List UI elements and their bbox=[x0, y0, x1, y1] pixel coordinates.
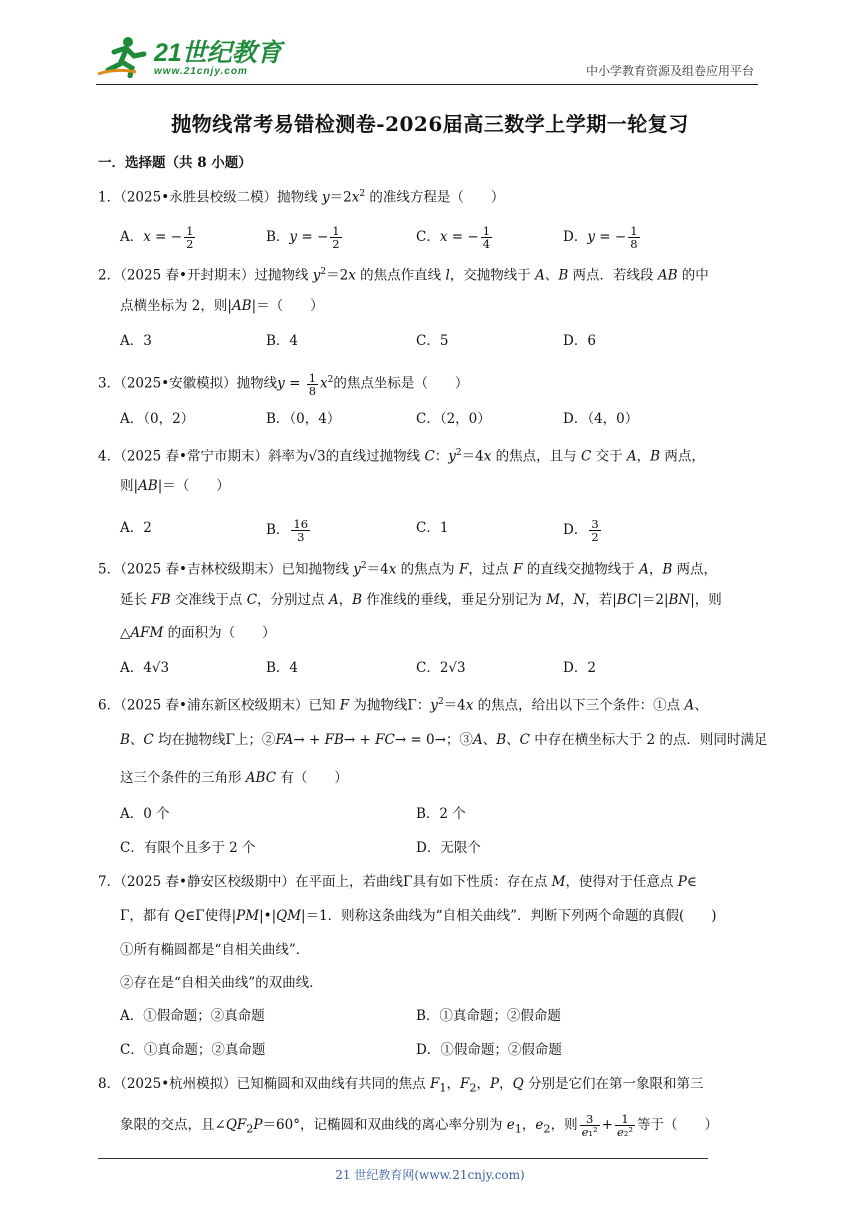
question-7-cont: Γ，都有 Q∈Γ使得|PM|•|QM|＝1．则称这条曲线为“自相关曲线”．判断下列两个命题的真假( ) bbox=[120, 908, 717, 924]
question-5: 5．（2025 春•吉林校级期末）已知抛物线 $y^2=4x$ 的焦点为 F，过点 F 的直线交抛物线于 A，B 两点， bbox=[98, 561, 718, 578]
footer-link[interactable]: 21 世纪教育网(www.21cnjy.com) bbox=[335, 1168, 525, 1182]
question-3: 3．（2025•安徽模拟）抛物线y = $\frac{1}{8}$ $x^2$的焦点坐标是（ ） bbox=[98, 370, 469, 398]
footer-divider bbox=[98, 1158, 708, 1159]
option-c[interactable]: C．2√3 bbox=[416, 660, 466, 676]
option-c[interactable]: C．5 bbox=[416, 333, 449, 349]
question-5-cont2: △AFM 的面积为（ ） bbox=[120, 625, 276, 641]
option-a[interactable]: A．4√3 bbox=[120, 660, 170, 676]
runner-logo-icon bbox=[96, 34, 152, 78]
option-d[interactable]: D．①假命题；②假命题 bbox=[416, 1042, 562, 1058]
question-source: （2025•永胜县校级二模） bbox=[120, 189, 278, 206]
option-b[interactable]: B．2 个 bbox=[416, 806, 466, 822]
option-c[interactable]: C．有限个且多于 2 个 bbox=[120, 840, 256, 856]
option-a[interactable]: A．x = − $\frac{1}{2}$ bbox=[120, 224, 194, 251]
option-d[interactable]: D．（4，0） bbox=[563, 411, 639, 427]
logo-url: www.21cnjy.com bbox=[154, 66, 248, 77]
option-d[interactable]: D．2 bbox=[563, 660, 596, 676]
platform-label: 中小学教育资源及组卷应用平台 bbox=[585, 64, 754, 78]
question-8-cont: 象限的交点，且$\angle QF_2P=60^\circ$，记椭圆和双曲线的离心率分别为 $e_1$，$e_2$，则 $\frac{3}{\text{e₁²}}$ + $\frac{1}{\text{e₂²}}$ 等于（ ） bbox=[120, 1112, 718, 1139]
question-5-cont: 延长 FB 交准线于点 C，分别过点 A，B 作准线的垂线，垂足分别记为 M，N，若|BC|＝2|BN|，则 bbox=[120, 592, 722, 608]
option-b[interactable]: B． $\frac{16}{3}$ bbox=[266, 517, 309, 544]
question-1: 1．（2025•永胜县校级二模）抛物线 $y=2x^2$ 的准线方程是（ ） bbox=[98, 189, 505, 206]
page-header bbox=[96, 32, 758, 85]
option-a[interactable]: A．①假命题；②真命题 bbox=[120, 1008, 265, 1024]
option-d[interactable]: D．6 bbox=[563, 333, 596, 349]
question-6-cont2: 这三个条件的三角形 ABC 有（ ） bbox=[120, 770, 348, 786]
question-2: 2．（2025 春•开封期末）过抛物线 $y^2=2x$ 的焦点作直线 l，交抛物线于 A、B 两点．若线段 AB 的中 bbox=[98, 267, 709, 284]
option-c[interactable]: C．x = − $\frac{1}{4}$ bbox=[416, 224, 491, 251]
option-c[interactable]: C．①真命题；②真命题 bbox=[120, 1042, 266, 1058]
option-c[interactable]: C．（2，0） bbox=[416, 411, 491, 427]
logo-text bbox=[154, 40, 354, 78]
site-logo[interactable] bbox=[96, 34, 152, 78]
question-7: 7．（2025 春•静安区校级期中）在平面上，若曲线Γ具有如下性质：存在点 M，使得对于任意点 P∈ bbox=[98, 874, 697, 890]
option-a[interactable]: A．2 bbox=[120, 520, 152, 536]
option-b[interactable]: B．4 bbox=[266, 333, 299, 349]
option-b[interactable]: B．y = − $\frac{1}{2}$ bbox=[266, 224, 340, 251]
question-8: 8．（2025•杭州模拟）已知椭圆和双曲线有共同的焦点 $F_1$，$F_2$，P，Q 分别是它们在第一象限和第三 bbox=[98, 1076, 704, 1095]
page-title: 抛物线常考易错检测卷-2026届高三数学上学期一轮复习 bbox=[171, 112, 689, 136]
option-b[interactable]: B．4 bbox=[266, 660, 299, 676]
section-heading: 一．选择题（共 8 小题） bbox=[98, 155, 252, 171]
option-d[interactable]: D．无限个 bbox=[416, 840, 481, 856]
question-4: 4．（2025 春•常宁市期末）斜率为√3的直线过抛物线 C：$y^2=4x$ 的焦点，且与 C 交于 A，B 两点， bbox=[98, 448, 705, 465]
option-a[interactable]: A．3 bbox=[120, 333, 152, 349]
statement-2: ②存在是“自相关曲线”的双曲线． bbox=[120, 975, 323, 991]
option-d[interactable]: D．y = − $\frac{1}{8}$ bbox=[563, 224, 638, 251]
option-b[interactable]: B．①真命题；②假命题 bbox=[416, 1008, 561, 1024]
question-6: 6．（2025 春•浦东新区校级期末）已知 F 为抛物线Γ：$y^2=4x$ 的焦点，给出以下三个条件：①点 A、 bbox=[98, 697, 708, 714]
question-6-cont: B、C 均在抛物线Γ上；②FA→ + FB→ + FC→ = 0→；③A、B、C 中存在横坐标大于 2 的点．则同时满足 bbox=[120, 732, 768, 748]
option-a[interactable]: A．0 个 bbox=[120, 806, 170, 822]
question-4-cont: 则|AB|＝（ ） bbox=[120, 478, 230, 494]
statement-1: ①所有椭圆都是“自相关曲线”． bbox=[120, 942, 310, 958]
option-c[interactable]: C．1 bbox=[416, 520, 449, 536]
option-d[interactable]: D． $\frac{3}{2}$ bbox=[563, 517, 599, 544]
option-b[interactable]: B．（0，4） bbox=[266, 411, 341, 427]
logo-brand: 21世纪教育 bbox=[154, 39, 282, 67]
question-2-cont: 点横坐标为 2，则|AB|＝（ ） bbox=[120, 298, 324, 314]
option-a[interactable]: A．（0，2） bbox=[120, 411, 195, 427]
